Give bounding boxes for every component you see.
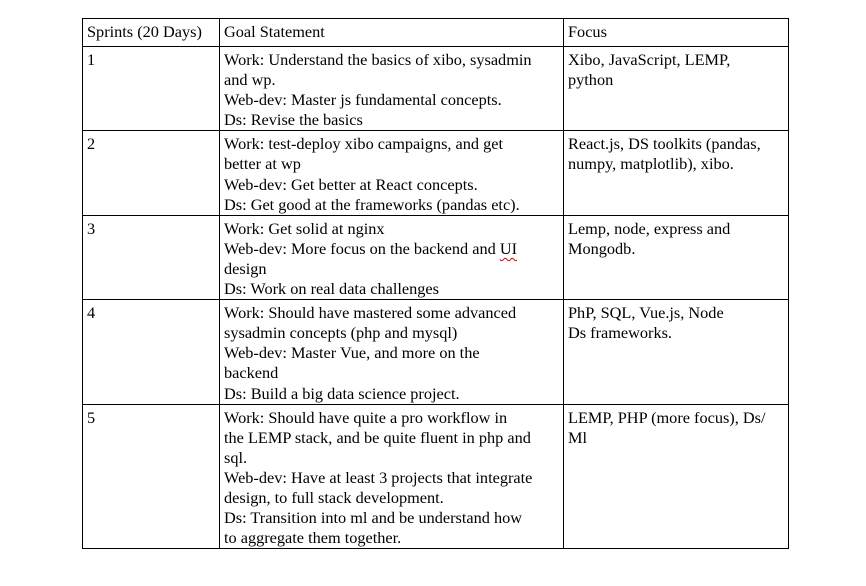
- sprint-number: 1: [83, 47, 220, 131]
- goal-statement-cell: [220, 131, 564, 215]
- goal-line: Work: Should have quite a pro workflow in: [224, 407, 508, 427]
- sprint-number: 2: [83, 131, 220, 215]
- goal-line-text: Web-dev: More focus on the backend and: [224, 238, 500, 258]
- goal-line: to aggregate them together.: [224, 528, 402, 548]
- goal-line: sysadmin concepts (php and mysql): [224, 323, 458, 343]
- goal-line: [224, 239, 560, 259]
- table-row: [83, 300, 789, 404]
- goal-line: Ds: Build a big data science project.: [224, 383, 460, 403]
- table-row: [83, 404, 789, 549]
- table-row: [83, 131, 789, 215]
- goal-line: Ds: Get good at the frameworks (pandas etc).: [224, 194, 520, 214]
- goal-line: and wp.: [224, 70, 276, 90]
- focus-line: numpy, matplotlib), xibo.: [568, 154, 734, 174]
- goal-line: the LEMP stack, and be quite fluent in php and: [224, 427, 531, 447]
- goal-line: better at wp: [224, 154, 301, 174]
- goal-line: Ds: Revise the basics: [224, 110, 363, 130]
- focus-line: Ml: [568, 427, 588, 447]
- focus-cell: [564, 404, 789, 549]
- focus-line: Lemp, node, express and: [568, 218, 731, 238]
- goal-line: Web-dev: Master js fundamental concepts.: [224, 90, 502, 110]
- focus-line: Ds frameworks.: [568, 323, 672, 343]
- focus-line: PhP, SQL, Vue.js, Node: [568, 303, 724, 323]
- sprint-number: 4: [83, 300, 220, 404]
- header-focus: Focus: [564, 19, 789, 47]
- goal-statement-cell: [220, 300, 564, 404]
- goal-line: Work: test-deploy xibo campaigns, and get: [224, 134, 504, 154]
- goal-line: Web-dev: Master Vue, and more on the: [224, 343, 480, 363]
- goal-statement-cell: [220, 47, 564, 131]
- goal-line: Work: Should have mastered some advanced: [224, 303, 517, 323]
- focus-line: LEMP, PHP (more focus), Ds/: [568, 407, 766, 427]
- table-header-row: [83, 19, 789, 47]
- focus-line: Mongodb.: [568, 238, 636, 258]
- goal-line: Ds: Work on real data challenges: [224, 279, 439, 299]
- sprint-plan-table: [82, 18, 789, 549]
- goal-line: Web-dev: Get better at React concepts.: [224, 174, 478, 194]
- focus-line: Xibo, JavaScript, LEMP,: [568, 50, 731, 69]
- header-goal-statement: Goal Statement: [220, 19, 564, 47]
- goal-line: sql.: [224, 447, 248, 467]
- goal-line: design, to full stack development.: [224, 487, 444, 507]
- goal-statement-cell: [220, 404, 564, 549]
- focus-cell: [564, 131, 789, 215]
- sprint-number: 3: [83, 215, 220, 299]
- goal-line: Web-dev: Have at least 3 projects that integrate: [224, 467, 533, 487]
- goal-line: Ds: Transition into ml and be understand how: [224, 508, 523, 528]
- goal-statement-cell: [220, 215, 564, 299]
- focus-cell: [564, 215, 789, 299]
- header-sprints: Sprints (20 Days): [83, 19, 220, 47]
- focus-line: python: [568, 70, 614, 90]
- sprint-number: 5: [83, 404, 220, 549]
- focus-cell: [564, 300, 789, 404]
- goal-line: backend: [224, 363, 279, 383]
- focus-cell: [564, 47, 789, 131]
- goal-line: Work: Understand the basics of xibo, sysadmin: [224, 50, 532, 69]
- table-row: [83, 215, 789, 299]
- spellcheck-flagged-word: UI: [499, 238, 518, 258]
- focus-line: React.js, DS toolkits (pandas,: [568, 134, 761, 154]
- goal-line: Work: Get solid at nginx: [224, 218, 385, 238]
- goal-line: design: [224, 258, 267, 278]
- table-row: [83, 47, 789, 131]
